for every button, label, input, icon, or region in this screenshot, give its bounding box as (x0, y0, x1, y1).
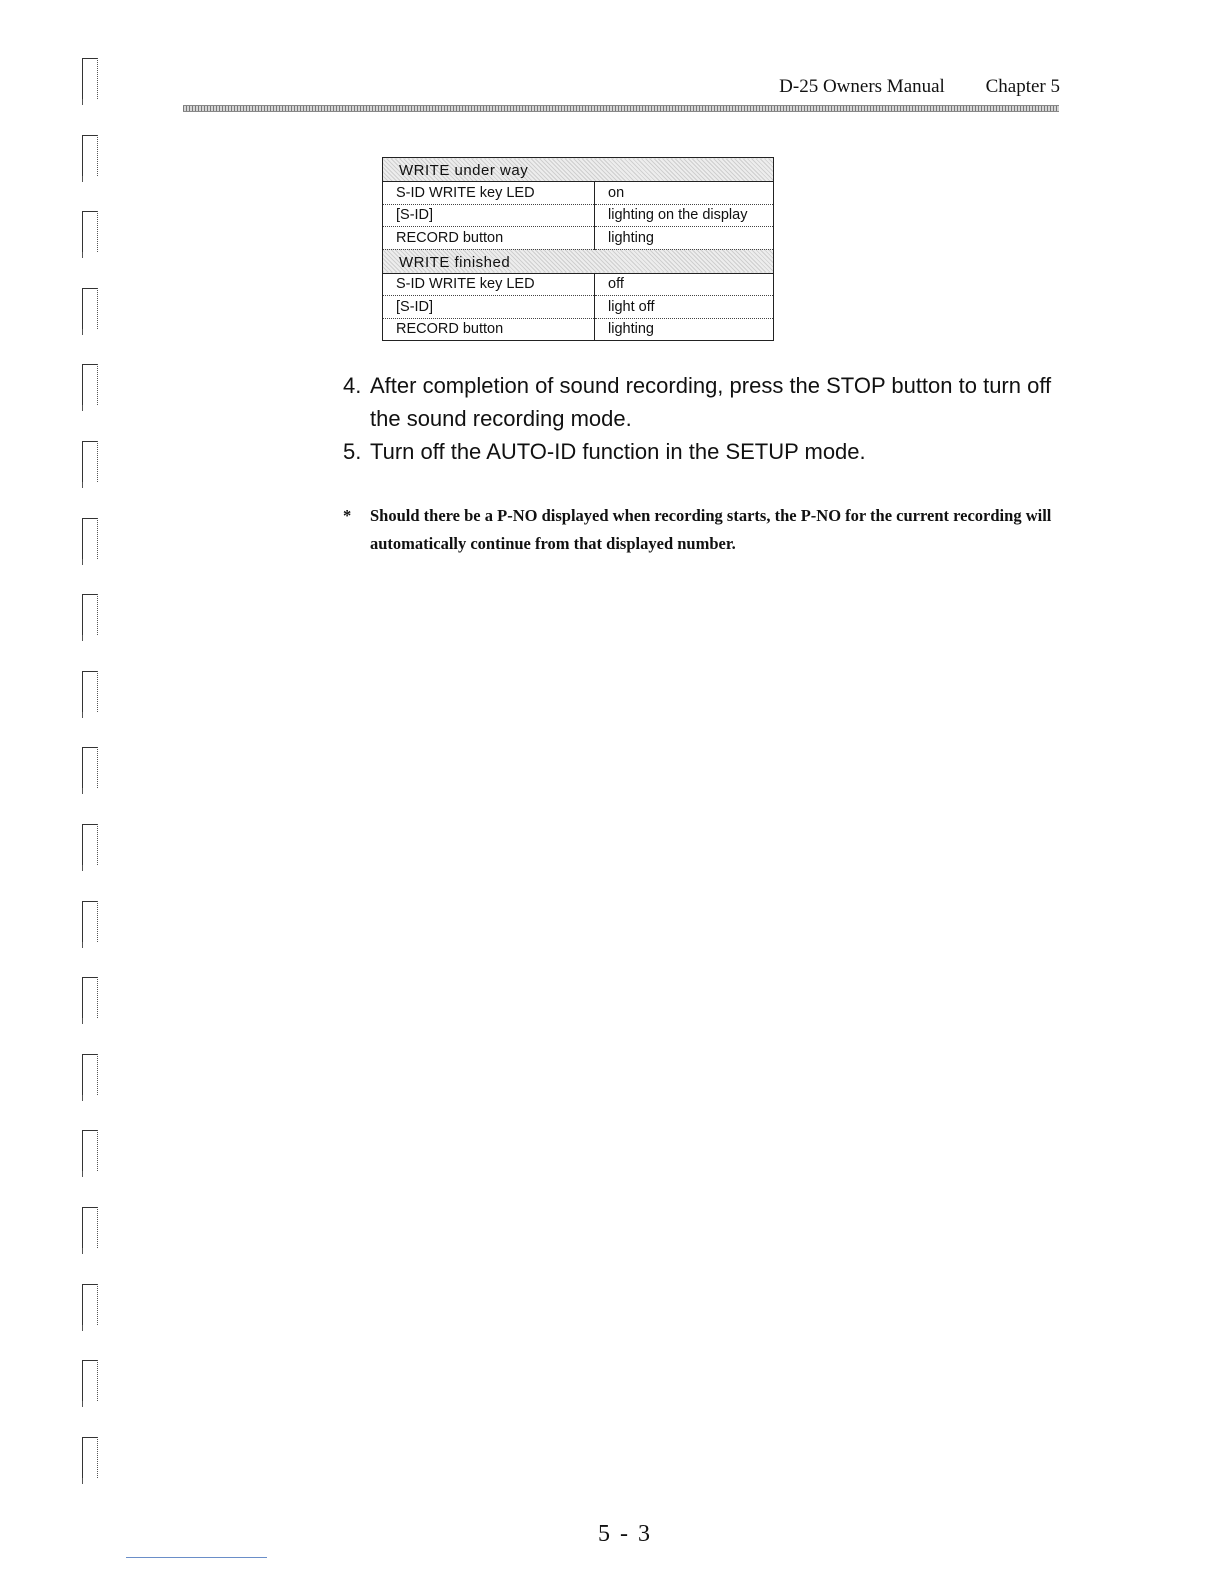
table-row (383, 204, 774, 227)
item-cell: S-ID WRITE key LED (383, 273, 595, 296)
page-header (779, 76, 1060, 98)
step-item (343, 435, 1083, 468)
binder-hole (82, 441, 98, 482)
section-header-row (383, 249, 774, 273)
note (343, 502, 1063, 558)
state-cell: on (595, 182, 774, 205)
step-number: 4. (343, 373, 362, 398)
binder-hole (82, 671, 98, 712)
section-title: WRITE under way (383, 158, 774, 182)
item-cell: RECORD button (383, 318, 595, 341)
step-text: Turn off the AUTO-ID function in the SETUP mode. (370, 439, 866, 464)
item-cell: [S-ID] (383, 204, 595, 227)
state-cell: light off (595, 296, 774, 319)
binder-hole (82, 135, 98, 176)
step-text: After completion of sound recording, press the STOP button to turn off the sound recording mode. (370, 373, 1052, 431)
page-number: 5 - 3 (598, 1521, 652, 1547)
section-header-row (383, 158, 774, 182)
bottom-rule (126, 1557, 267, 1558)
binder-hole (82, 1130, 98, 1171)
binder-hole (82, 1437, 98, 1478)
note-text: Should there be a P-NO displayed when recording starts, the P-NO for the current recording will automatically continue from that displayed number. (370, 506, 1052, 553)
item-cell: [S-ID] (383, 296, 595, 319)
status-table (382, 157, 774, 341)
manual-title: D-25 Owners Manual (779, 76, 945, 97)
table-row (383, 296, 774, 319)
binder-hole (82, 824, 98, 865)
item-cell: S-ID WRITE key LED (383, 182, 595, 205)
binder-hole (82, 901, 98, 942)
binder-hole (82, 1284, 98, 1325)
binder-hole (82, 518, 98, 559)
table-row (383, 182, 774, 205)
item-cell: RECORD button (383, 227, 595, 250)
binder-holes (82, 58, 112, 1513)
step-item (343, 369, 1083, 435)
binder-hole (82, 977, 98, 1018)
binder-hole (82, 747, 98, 788)
table-row (383, 227, 774, 250)
state-cell: lighting (595, 227, 774, 250)
state-cell: lighting on the display (595, 204, 774, 227)
step-number: 5. (343, 439, 362, 464)
header-rule (183, 105, 1059, 112)
binder-hole (82, 58, 98, 99)
chapter-label: Chapter 5 (985, 76, 1060, 97)
binder-hole (82, 211, 98, 252)
state-cell: lighting (595, 318, 774, 341)
step-list (343, 369, 1083, 468)
table-row (383, 273, 774, 296)
section-title: WRITE finished (383, 249, 774, 273)
binder-hole (82, 1207, 98, 1248)
binder-hole (82, 594, 98, 635)
binder-hole (82, 288, 98, 329)
state-cell: off (595, 273, 774, 296)
binder-hole (82, 1054, 98, 1095)
table-row (383, 318, 774, 341)
binder-hole (82, 364, 98, 405)
note-marker: * (343, 506, 352, 525)
binder-hole (82, 1360, 98, 1401)
